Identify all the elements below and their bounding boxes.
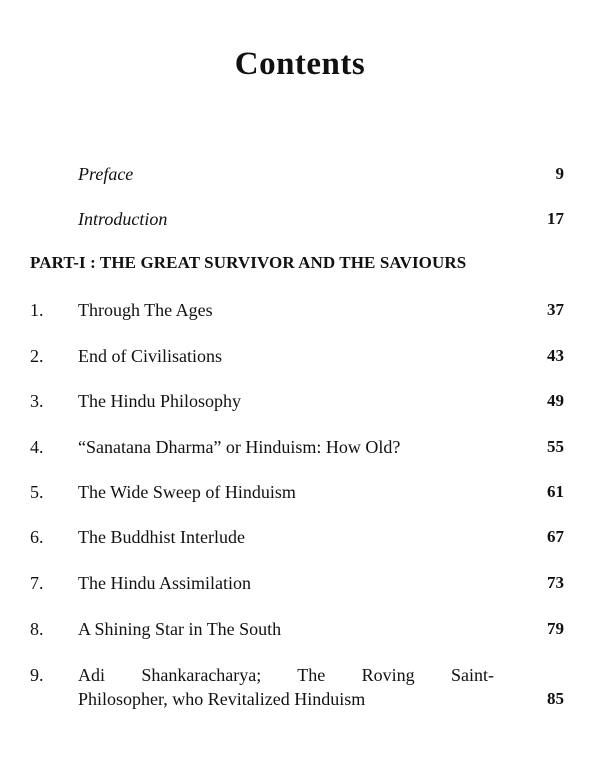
toc-entry-chapter-7[interactable] bbox=[0, 571, 600, 595]
toc-entry-label: The Wide Sweep of Hinduism bbox=[78, 482, 296, 502]
toc-entry-chapter-3[interactable] bbox=[0, 389, 600, 413]
chapter-number: 9. bbox=[30, 665, 44, 685]
toc-entry-page-number: 73 bbox=[547, 573, 564, 592]
chapter-number: 7. bbox=[30, 573, 44, 593]
chapter-number: 8. bbox=[30, 619, 44, 639]
toc-entry-label: Through The Ages bbox=[78, 300, 213, 320]
toc-entry-label: Introduction bbox=[78, 209, 168, 229]
toc-entry-label: The Buddhist Interlude bbox=[78, 527, 245, 547]
toc-entry-label bbox=[78, 663, 498, 711]
part-heading: PART-I : THE GREAT SURVIVOR AND THE SAVIOURS bbox=[30, 253, 467, 272]
chapter-number: 6. bbox=[30, 527, 44, 547]
toc-entry-page-number: 55 bbox=[547, 437, 564, 456]
chapter-number: 4. bbox=[30, 437, 44, 457]
toc-entry-page-number: 61 bbox=[547, 482, 564, 501]
chapter-number: 2. bbox=[30, 346, 44, 366]
chapter-number: 3. bbox=[30, 391, 44, 411]
toc-entry-page-number: 49 bbox=[547, 391, 564, 410]
chapter-number: 5. bbox=[30, 482, 44, 502]
toc-entry-page-number: 79 bbox=[547, 619, 564, 638]
toc-entry-chapter-8[interactable] bbox=[0, 617, 600, 641]
toc-entry-chapter-5[interactable] bbox=[0, 480, 600, 504]
toc-entry-page-number: 17 bbox=[547, 209, 564, 228]
toc-entry-page-number: 9 bbox=[555, 164, 564, 183]
toc-entry-introduction[interactable] bbox=[0, 207, 600, 231]
toc-entry-label-line-1: Adi Shankaracharya; The Roving Saint- bbox=[78, 665, 494, 685]
toc-entry-label: “Sanatana Dharma” or Hinduism: How Old? bbox=[78, 437, 401, 457]
page-title: Contents bbox=[234, 46, 366, 82]
toc-entry-chapter-2[interactable] bbox=[0, 344, 600, 368]
toc-entry-label: End of Civilisations bbox=[78, 346, 222, 366]
toc-entry-label: The Hindu Philosophy bbox=[78, 391, 242, 411]
toc-entry-label: A Shining Star in The South bbox=[78, 619, 282, 639]
toc-entry-chapter-1[interactable] bbox=[0, 298, 600, 322]
toc-entry-page-number: 37 bbox=[547, 300, 564, 319]
toc-entry-chapter-6[interactable] bbox=[0, 525, 600, 549]
toc-entry-page-number: 85 bbox=[547, 689, 564, 708]
toc-entry-label: Preface bbox=[78, 164, 134, 184]
chapter-number: 1. bbox=[30, 300, 44, 320]
toc-entry-page-number: 43 bbox=[547, 346, 564, 365]
toc-entry-label-line-2: Philosopher, who Revitalized Hinduism bbox=[78, 689, 366, 709]
toc-entry-preface[interactable] bbox=[0, 162, 600, 186]
toc-entry-label: The Hindu Assimilation bbox=[78, 573, 251, 593]
toc-entry-page-number: 67 bbox=[547, 527, 564, 546]
toc-entry-chapter-4[interactable] bbox=[0, 435, 600, 459]
